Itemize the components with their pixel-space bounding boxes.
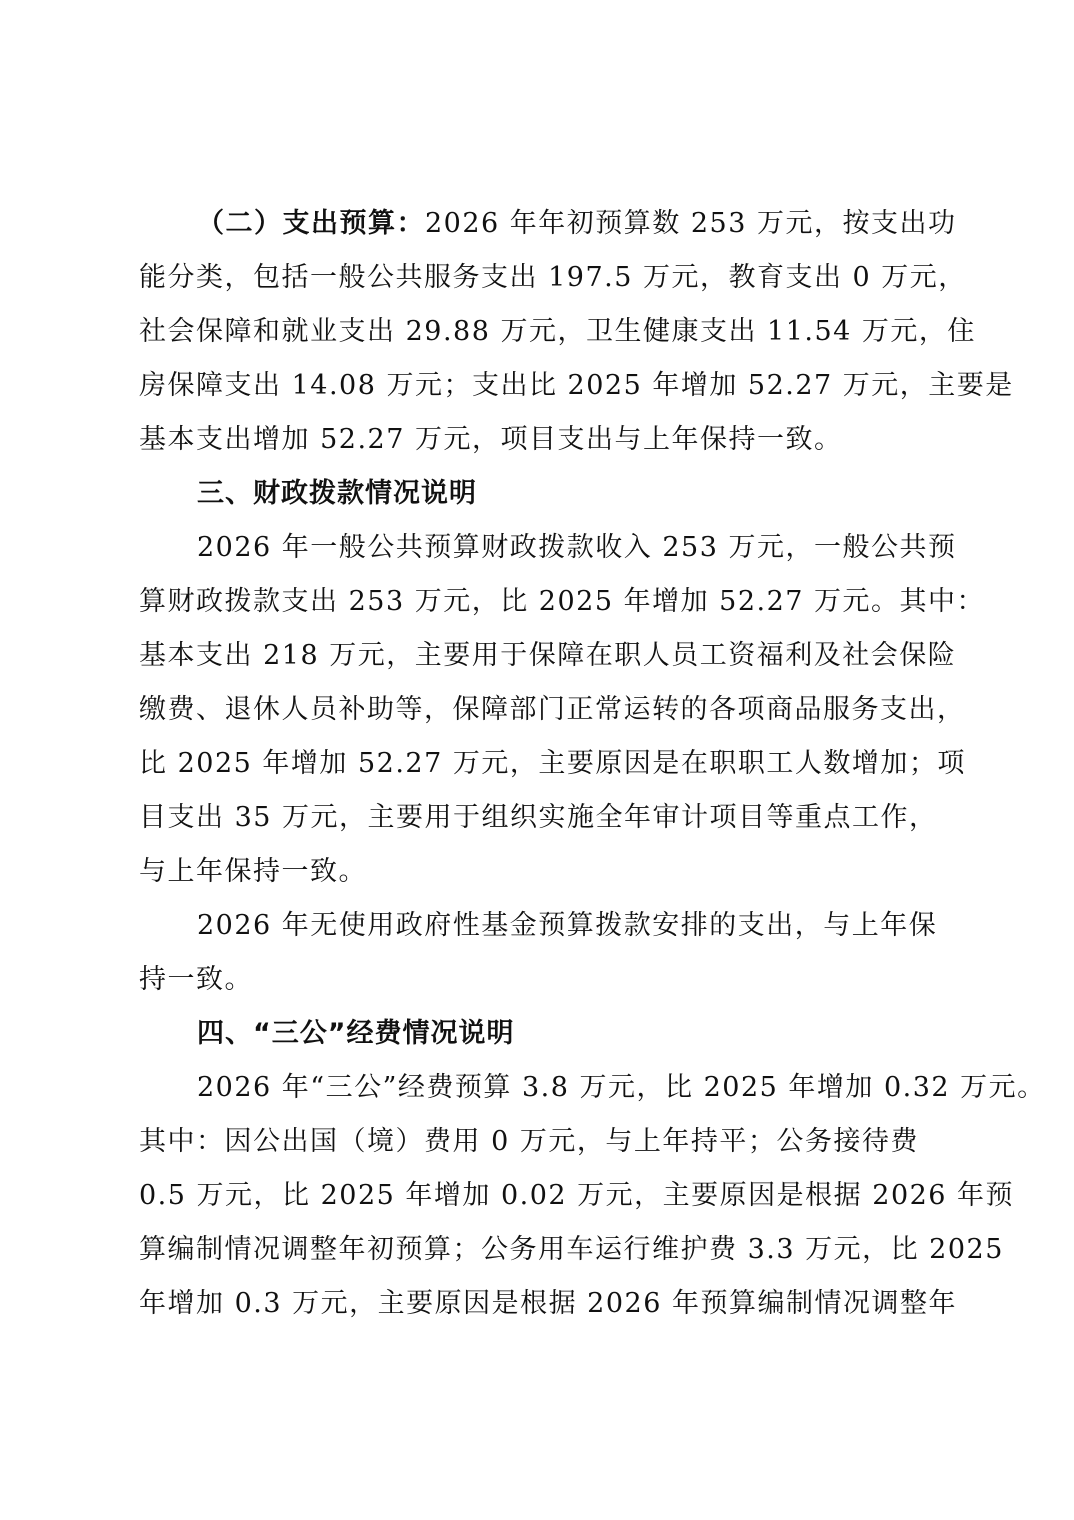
paragraph-line: 目支出 35 万元，主要用于组织实施全年审计项目等重点工作， [139, 802, 938, 833]
section-lead: （二）支出预算： [197, 208, 425, 239]
section-heading: 四、“三公”经费情况说明 [197, 1018, 515, 1049]
paragraph-line: 持一致。 [139, 964, 253, 995]
paragraph-line: 与上年保持一致。 [139, 856, 367, 887]
paragraph-line: 能分类，包括一般公共服务支出 197.5 万元，教育支出 0 万元， [139, 262, 967, 293]
paragraph-line: 房保障支出 14.08 万元；支出比 2025 年增加 52.27 万元，主要是 [139, 370, 1014, 401]
section-heading: 三、财政拨款情况说明 [197, 478, 477, 509]
paragraph-line: 社会保障和就业支出 29.88 万元，卫生健康支出 11.54 万元，住 [139, 316, 976, 347]
paragraph-line: 基本支出增加 52.27 万元，项目支出与上年保持一致。 [139, 424, 843, 455]
paragraph-line: 比 2025 年增加 52.27 万元，主要原因是在职职工人数增加；项 [139, 748, 966, 779]
paragraph-line: 0.5 万元，比 2025 年增加 0.02 万元，主要原因是根据 2026 年预 [139, 1180, 1015, 1211]
paragraph-line: 算财政拨款支出 253 万元，比 2025 年增加 52.27 万元。其中： [139, 586, 986, 617]
paragraph-line: 基本支出 218 万元，主要用于保障在职人员工资福利及社会保险 [139, 640, 957, 671]
paragraph-line: 算编制情况调整年初预算；公务用车运行维护费 3.3 万元，比 2025 [139, 1234, 1004, 1265]
paragraph-line: 其中：因公出国（境）费用 0 万元，与上年持平；公务接待费 [139, 1126, 919, 1157]
paragraph-line: 2026 年无使用政府性基金预算拨款安排的支出，与上年保 [197, 910, 938, 941]
paragraph-line: （二）支出预算：2026 年年初预算数 253 万元，按支出功 [197, 208, 957, 239]
paragraph-line: 缴费、退休人员补助等，保障部门正常运转的各项商品服务支出， [139, 694, 966, 725]
paragraph-line: 2026 年一般公共预算财政拨款收入 253 万元，一般公共预 [197, 532, 957, 563]
paragraph-line: 2026 年“三公”经费预算 3.8 万元，比 2025 年增加 0.32 万元。 [197, 1072, 1046, 1103]
paragraph-line: 年增加 0.3 万元，主要原因是根据 2026 年预算编制情况调整年 [139, 1288, 957, 1319]
